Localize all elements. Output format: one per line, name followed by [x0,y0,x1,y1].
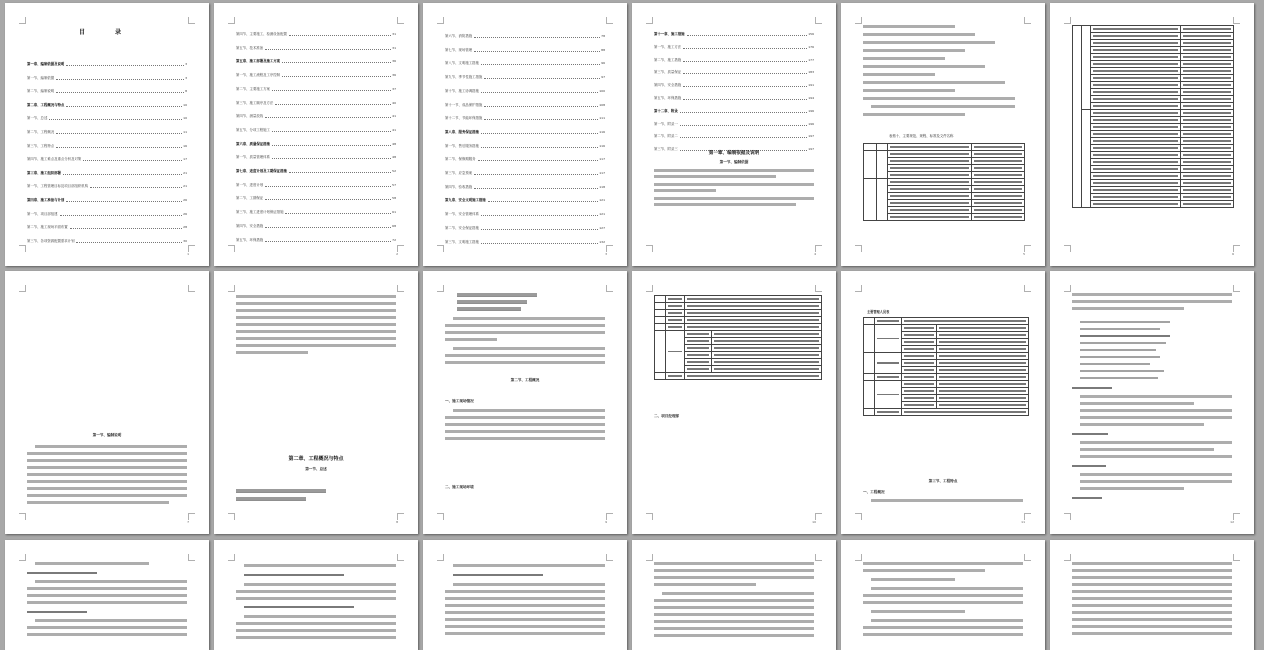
document-page-12[interactable] [1050,271,1254,534]
chapter-heading: 第一章、编制依据及说明 [708,151,760,156]
toc-entry[interactable] [236,72,396,78]
toc-page-4[interactable] [632,3,836,266]
toc-leader-dots [481,64,600,65]
document-page-9[interactable] [423,271,627,534]
toc-entry-title: 第四节、安全措施 [236,223,264,228]
toc-leader-dots [474,188,598,189]
toc-entry-title: 第二节、附录二 [654,134,678,139]
toc-entry-page: 111 [599,116,605,121]
page-number: 7 [187,520,189,524]
toc-entry[interactable] [236,168,396,174]
toc-entry-title: 第四节、验收措施 [445,184,473,189]
toc-entry-page: 30 [183,238,187,243]
toc-entry[interactable] [236,31,396,37]
toc-entry[interactable] [654,108,814,114]
toc-entry-page: 196 [808,108,814,113]
toc-leader-dots [66,106,182,107]
toc-leader-dots [680,112,808,113]
toc-entry-page: 116 [599,129,605,134]
toc-leader-dots [272,131,391,132]
toc-entry-page: 3 [185,62,187,66]
toc-leader-dots [56,92,184,93]
toc-entry-page: 127 [599,225,605,230]
toc-entry-page: 183 [808,70,814,75]
toc-entry-page: 36 [392,73,396,78]
toc-entry[interactable] [445,170,605,176]
toc-leader-dots [481,133,598,134]
toc-entry[interactable] [445,129,605,135]
document-page-8[interactable] [214,271,418,534]
toc-entry[interactable] [236,45,396,51]
document-page-16[interactable] [632,540,836,650]
toc-entry[interactable] [654,121,814,127]
document-page-7[interactable] [5,271,209,534]
toc-leader-dots [70,228,182,229]
toc-entry-title: 第五节、环保措施 [654,96,682,100]
toc-entry-page: 118 [599,184,605,189]
toc-entry-title: 第八章、服务保证措施 [445,129,479,134]
toc-entry-page: 177 [808,57,814,62]
toc-leader-dots [282,76,391,77]
chapter-heading: 第二章、工程概况与特点 [288,456,344,462]
section-heading: 第二节、工程概况 [510,378,540,382]
toc-leader-dots [484,106,598,107]
management-table [863,317,1029,416]
toc-entry-page: 68 [392,223,396,228]
toc-entry-title: 第一节、售后服务措施 [445,143,479,148]
toc-entry-title: 第四节、测量放线 [236,114,264,119]
toc-entry-page: 41 [392,127,396,132]
toc-leader-dots [474,51,600,52]
toc-entry[interactable] [27,88,187,94]
toc-entry-page: 8 [185,89,187,94]
toc-entry-page: 196 [808,121,814,126]
toc-leader-dots [265,199,391,200]
toc-entry[interactable] [236,209,396,215]
toc-entry-page: 72 [392,237,396,242]
toc-entry[interactable] [236,58,396,64]
toc-entry[interactable] [236,223,396,229]
toc-entry-title: 第十一章、施工措施 [654,32,685,36]
toc-leader-dots [289,172,391,173]
toc-entry-page: 197 [808,134,814,139]
toc-entry-title: 第四节、主要施工、检测设备配置 [236,32,287,36]
toc-leader-dots [49,119,182,120]
toc-leader-dots [272,158,391,159]
toc-entry[interactable] [654,95,814,101]
toc-entry-page: 28 [183,225,187,230]
toc-entry-page: 26 [183,211,187,216]
toc-entry-title: 第一节、项目部组建 [27,211,58,216]
toc-entry-page: 108 [599,102,605,107]
toc-leader-dots [289,35,391,36]
page-number: 4 [814,252,816,256]
page-number: 9 [605,520,607,524]
toc-entry[interactable] [654,31,814,37]
toc-entry[interactable] [27,102,187,108]
toc-entry-page: 41 [392,114,396,119]
toc-page-2[interactable] [214,3,418,266]
toc-entry-title: 第五节、技术准备 [236,45,264,50]
toc-entry-title: 第三节、工程特点 [27,143,55,148]
toc-entry[interactable] [445,239,605,245]
toc-entry-title: 第三节、施工顺序及方法 [236,100,274,105]
document-page-6[interactable] [1050,3,1254,266]
section-heading: 第三节、工程特点 [928,479,958,483]
toc-entry-title: 第四章、施工准备与计划 [27,198,65,202]
toc-leader-dots [60,215,183,216]
toc-entry-page: 132 [599,239,605,244]
toc-leader-dots [285,213,391,214]
toc-leader-dots [265,227,391,228]
toc-entry[interactable] [445,197,605,203]
toc-entry[interactable] [445,211,605,217]
toc-leader-dots [272,90,391,91]
toc-entry-page: 16 [183,143,187,148]
toc-leader-dots [474,174,598,175]
toc-entry-title: 第七节、现场管理 [445,47,473,52]
toc-leader-dots [481,92,598,93]
toc-leader-dots [90,187,182,188]
document-page-10[interactable] [632,271,836,534]
toc-entry-title: 第二节、保修期服务 [445,157,476,162]
toc-entry[interactable] [27,197,187,203]
toc-entry-title: 第三节、施工进度计划保证措施 [236,210,284,215]
toc-entry-title: 第二章、工程概况与特点 [27,102,65,107]
toc-entry[interactable] [27,115,187,121]
toc-leader-dots [272,145,391,146]
toc-entry-title: 第五节、环保措施 [236,237,264,242]
toc-entry-title: 第一节、进度计划 [236,182,264,187]
standards-table-continued [1072,25,1234,208]
toc-entry-page: 100 [599,88,605,93]
toc-entry-page: 52 [392,169,396,173]
toc-entry[interactable] [27,224,187,230]
toc-entry-page: 194 [808,96,814,100]
toc-entry-page: 48 [392,141,396,146]
document-page-18[interactable] [1050,540,1254,650]
document-page-5[interactable] [841,3,1045,266]
section-heading: 第一节、编制说明 [92,433,122,437]
toc-leader-dots [56,133,182,134]
toc-entry-title: 第三节、质量保证 [654,70,682,75]
subsection-heading: 二、施工现场环境 [445,485,474,489]
toc-entry-title: 第六节、消防措施 [445,34,473,38]
toc-entry[interactable] [27,143,187,149]
toc-entry-page: 156 [808,32,814,36]
page-number: 10 [812,520,816,524]
toc-entry-page: 21 [183,170,187,175]
toc-entry[interactable] [27,183,187,189]
toc-entry-title: 第十二节、节能环保措施 [445,116,483,121]
toc-entry-page: 176 [808,44,814,49]
toc-leader-dots [478,160,599,161]
toc-entry-page: 11 [183,130,187,134]
toc-leader-dots [683,99,807,100]
subsection-heading: 一、施工现场情况 [445,399,474,403]
toc-entry-title: 第十二章、附录 [654,108,678,113]
page-number: 8 [396,520,398,524]
toc-entry[interactable] [654,82,814,88]
toc-entry-title: 第三节、各项资源配置需求计划 [27,238,75,243]
toc-leader-dots [66,201,182,202]
toc-page-1[interactable] [5,3,209,266]
toc-leader-dots [687,35,808,36]
toc-entry-title: 第二节、编制说明 [27,89,55,94]
toc-leader-dots [265,49,391,50]
toc-entry[interactable] [236,154,396,160]
toc-entry-page: 31 [392,45,396,50]
toc-leader-dots [66,65,184,66]
toc-entry[interactable] [236,237,396,243]
toc-entry-page: 121 [599,198,605,203]
toc-entry-title: 第十节、施工协调措施 [445,88,479,93]
toc-entry-title: 第一节、安全管理体系 [445,212,479,217]
toc-entry-page: 61 [392,210,396,215]
toc-entry[interactable] [445,88,605,94]
toc-entry-title: 第一节、总述 [27,116,48,121]
toc-entry[interactable] [236,86,396,92]
toc-entry[interactable] [236,141,396,147]
toc-entry[interactable] [236,100,396,106]
subsection-heading: 一、工程概况 [863,490,885,494]
toc-leader-dots [76,242,182,243]
toc-leader-dots [481,229,598,230]
page-number: 12 [1230,520,1234,524]
toc-leader-dots [265,241,391,242]
toc-entry-title: 第三节、应急预案 [445,171,473,175]
toc-leader-dots [683,48,807,49]
toc-entry-page: 96 [601,61,605,66]
toc-entry-title: 第二节、工期保证 [236,196,264,201]
table-caption: 主要管理人员表 [867,310,890,314]
toc-entry[interactable] [445,184,605,190]
toc-entry-title: 第二节、施工现场平面布置 [27,225,68,230]
toc-entry-title: 第三章、施工组织部署 [27,170,61,175]
toc-entry[interactable] [654,44,814,50]
toc-entry[interactable] [445,60,605,66]
toc-entry-title: 第一节、附录一 [654,121,678,126]
toc-entry[interactable] [236,127,396,133]
toc-leader-dots [56,79,184,80]
toc-leader-dots [481,147,598,148]
document-page-11[interactable] [841,271,1045,534]
toc-entry-title: 第七章、进度计划及工期保证措施 [236,169,287,173]
toc-leader-dots [683,86,807,87]
toc-entry[interactable] [236,182,396,188]
toc-leader-dots [683,61,807,62]
toc-entry-page: 117 [599,157,605,162]
toc-entry-page: 191 [808,83,814,88]
toc-entry[interactable] [445,225,605,231]
standards-table [863,143,1025,221]
toc-entry-title: 第一章、编制依据及说明 [27,62,65,66]
toc-entry-page: 197 [808,147,814,152]
toc-entry-title: 第九节、季节性施工措施 [445,75,483,80]
subsection-heading: 二、项目经理部 [654,414,680,418]
toc-entry-page: 58 [392,196,396,201]
toc-leader-dots [474,37,600,38]
toc-entry-title: 第五节、分项工程施工 [236,127,270,132]
toc-entry-page: 117 [599,171,605,175]
toc-entry-page: 36 [392,59,396,64]
toc-entry-page: 48 [392,155,396,160]
toc-entry[interactable] [27,170,187,176]
toc-entry-page: 88 [601,47,605,52]
project-info-table [654,295,822,380]
toc-leader-dots [680,125,808,126]
toc-entry-page: 40 [392,100,396,105]
toc-entry-title: 第八节、文明施工措施 [445,61,479,66]
toc-leader-dots [265,186,391,187]
toc-leader-dots [63,174,182,175]
toc-entry-title: 第十一节、成品保护措施 [445,102,483,107]
toc-leader-dots [481,215,598,216]
page-number: 2 [396,252,398,256]
toc-entry-page: 21 [183,184,187,189]
document-page-14[interactable] [214,540,418,650]
toc-leader-dots [680,137,808,138]
toc-entry[interactable] [654,69,814,75]
toc-entry[interactable] [27,238,187,244]
toc-entry[interactable] [27,211,187,217]
toc-entry[interactable] [445,115,605,121]
toc-entry-title: 第六章、质量保证措施 [236,141,270,146]
toc-leader-dots [275,104,391,105]
toc-entry[interactable] [654,133,814,139]
document-page-13[interactable] [5,540,209,650]
toc-entry[interactable] [445,74,605,80]
toc-entry-title: 第二节、安全保证措施 [445,225,479,230]
page-number: 6 [1232,252,1234,256]
toc-entry-title: 第二节、主要施工方案 [236,86,270,91]
toc-leader-dots [488,201,599,202]
section-heading: 第一节、总述 [305,467,327,471]
toc-leader-dots [683,73,807,74]
table-caption: 表格十、主要规范、规程、标准及文件名称 [889,134,954,138]
toc-entry[interactable] [236,113,396,119]
toc-entry-page: 57 [392,182,396,187]
toc-entry-page: 10 [183,116,187,121]
toc-entry[interactable] [27,75,187,81]
toc-entry-page: 37 [392,86,396,91]
toc-entry[interactable] [445,156,605,162]
toc-title: 目 录 [78,29,136,36]
toc-entry[interactable] [445,33,605,39]
page-number: 5 [1023,252,1025,256]
toc-entry[interactable] [236,195,396,201]
section-heading: 第一节、编制依据 [719,160,749,164]
toc-entry[interactable] [445,143,605,149]
toc-entry-title: 第四节、施工难点及重点分析及对策 [27,157,82,162]
toc-page-3[interactable] [423,3,627,266]
toc-entry-title: 第一节、施工流程及工序控制 [236,73,281,78]
toc-entry-title: 第三节、文明施工措施 [445,239,479,244]
toc-entry-page: 116 [599,143,605,148]
toc-entry-page: 17 [183,157,187,162]
toc-entry[interactable] [27,61,187,67]
toc-entry[interactable] [27,129,187,135]
toc-entry[interactable] [654,57,814,63]
toc-entry[interactable] [445,102,605,108]
toc-entry-page: 78 [601,34,605,38]
toc-leader-dots [484,78,600,79]
page-number: 11 [1021,520,1025,524]
toc-entry-page: 121 [599,212,605,217]
toc-leader-dots [484,119,598,120]
toc-entry-title: 第三节、附录三 [654,147,678,152]
page-number: 1 [187,252,189,256]
toc-entry-title: 第二节、施工措施 [654,57,682,62]
toc-entry-page: 3 [185,75,187,80]
toc-entry-page: 31 [392,32,396,36]
toc-entry[interactable] [445,47,605,53]
toc-entry-page: 26 [183,198,187,202]
toc-leader-dots [56,147,182,148]
toc-entry-title: 第一节、编制依据 [27,75,55,80]
toc-entry-title: 第一节、施工方法 [654,44,682,49]
toc-entry[interactable] [27,156,187,162]
toc-entry-page: 10 [183,102,187,107]
toc-entry-title: 第四节、安全措施 [654,83,682,88]
toc-entry-page: 97 [601,75,605,80]
document-page-15[interactable] [423,540,627,650]
toc-entry-title: 第一节、工程管理目标及项目部组织机构 [27,184,89,189]
toc-entry-title: 第二节、工程概况 [27,130,55,134]
toc-leader-dots [282,62,391,63]
page-number: 3 [605,252,607,256]
toc-entry-title: 第一节、质量管理体系 [236,155,270,160]
toc-entry-title: 第九章、安全文明施工措施 [445,198,486,203]
toc-leader-dots [265,117,391,118]
toc-entry-title: 第五章、施工部署及施工方案 [236,59,281,64]
toc-leader-dots [481,243,598,244]
document-page-17[interactable] [841,540,1045,650]
toc-leader-dots [83,160,182,161]
